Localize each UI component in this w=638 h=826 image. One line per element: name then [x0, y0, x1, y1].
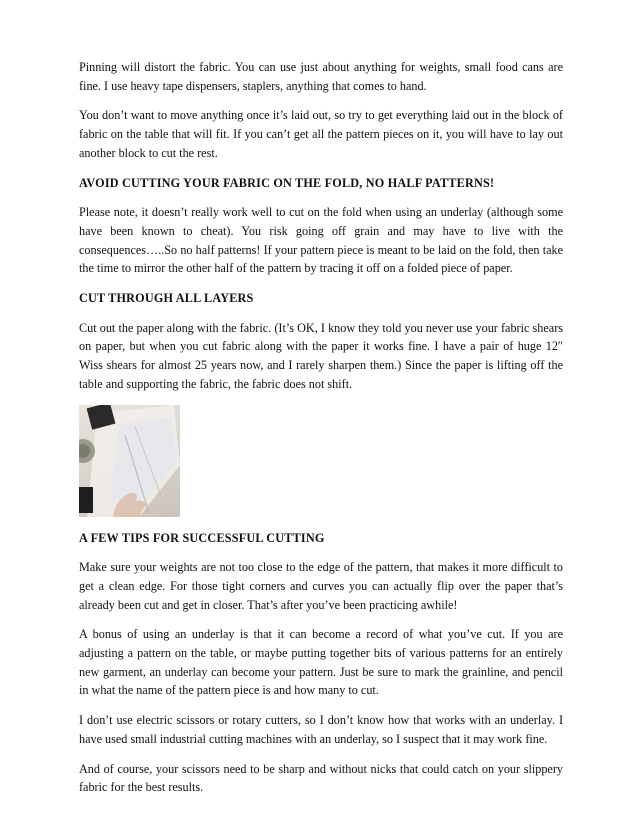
paragraph-layout-block: You don’t want to move anything once it’s laid out, so try to get everything laid out in the block of fabric on the table that will fit. If you can’t get all the pattern pieces on it, you will have to lay out another block to cut the rest.	[79, 108, 563, 160]
paragraph-scissors-cutters: I don’t use electric scissors or rotary cutters, so I don’t know how that works with an underlay. I have used small industrial cutting machines with an underlay, so I suspect that it may work fine.	[79, 713, 563, 746]
paragraph-sharp-scissors: And of course, your scissors need to be sharp and without nicks that could catch on your slippery fabric for the best results.	[79, 761, 563, 795]
heading-tips: A FEW TIPS FOR SUCCESSFUL CUTTING	[79, 530, 325, 545]
paragraph-no-half-patterns: Please note, it doesn’t really work well to cut on the fold when using an underlay (although some have been known to cheat). You risk going off grain and may have to live with the consequences…..So no half patterns! If your pattern piece is meant to be laid on the fold, then take the time to mirror the other half of the pattern by tracing it off on a folded piece of paper.	[79, 205, 563, 276]
paragraph-pinning: Pinning will distort the fabric. You can use just about anything for weights, small food cans are fine. I use heavy tape dispensers, staplers, anything that comes to hand.	[79, 60, 563, 93]
cutting-photo	[79, 405, 180, 517]
cutting-photo-illustration	[79, 405, 180, 517]
heading-cut-layers: CUT THROUGH ALL LAYERS	[79, 291, 254, 306]
paragraph-cut-paper: Cut out the paper along with the fabric. (It’s OK, I know they told you never use your fabric shears on paper, but when you cut fabric along with the paper it works fine. I have a pair of huge 12″ Wiss shears for almost 25 years now, and I rarely sharpen them.) Since the paper is lifting off the table and supporting the fabric, the fabric does not shift.	[79, 320, 563, 391]
heading-avoid-fold: AVOID CUTTING YOUR FABRIC ON THE FOLD, NO HALF PATTERNS!	[79, 175, 495, 190]
document-page	[79, 58, 563, 808]
paragraph-weights-edge: Make sure your weights are not too close to the edge of the pattern, that makes it more difficult to get a clean edge. For those tight corners and curves you can actually flip over the paper that’s already been cut and get in closer. That’s after you’ve been practicing awhile!	[79, 560, 563, 612]
paragraph-underlay-record: A bonus of using an underlay is that it can become a record of what you’ve cut. If you are adjusting a pattern on the table, or maybe putting together bits of various patterns for an entirely new garment, an underlay can become your pattern. Just be sure to mark the grainline, and pencil in what the name of the pattern piece is and how many to cut.	[79, 627, 563, 698]
